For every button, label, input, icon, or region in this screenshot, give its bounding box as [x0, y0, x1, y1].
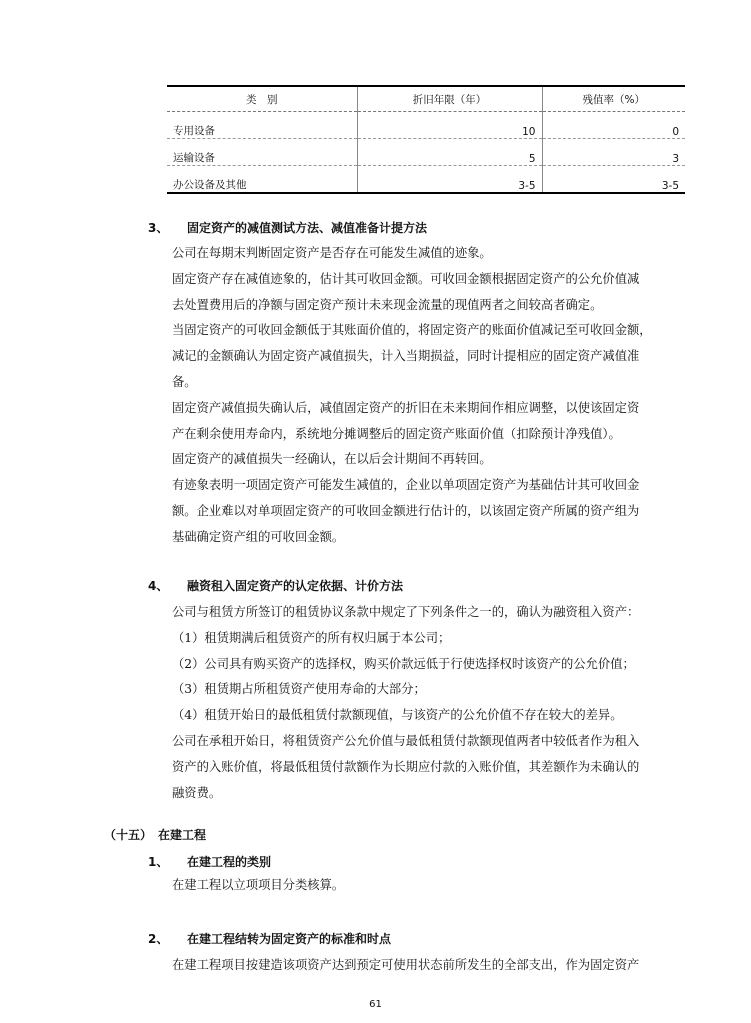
cell-category: 办公设备及其他	[167, 166, 357, 194]
paragraph-line: （4）租赁开始日的最低租赁付款额现值，与该资产的公允价值不存在较大的差异。	[172, 708, 623, 723]
table-row	[167, 166, 685, 194]
cell-residual: 0	[542, 112, 685, 139]
subsection-1-title: 在建工程的类别	[187, 855, 272, 869]
subsection-2-number: 2、	[148, 932, 169, 946]
paragraph-line: 固定资产存在减值迹象的，估计其可收回金额。可收回金额根据固定资产的公允价值减	[172, 271, 640, 286]
section-4-number: 4、	[148, 579, 169, 593]
header-category: 类 别	[167, 86, 357, 112]
page-number: 61	[369, 999, 382, 1010]
cell-years: 5	[357, 139, 542, 166]
subsection-2-title: 在建工程结转为固定资产的标准和时点	[187, 932, 392, 946]
cell-category: 专用设备	[167, 112, 357, 139]
paragraph-line: 基础确定资产组的可收回金额。	[172, 529, 345, 544]
paragraph-line: 有迹象表明一项固定资产可能发生减值的，企业以单项固定资产为基础估计其可收回金	[172, 478, 640, 493]
section-3-body	[172, 241, 652, 551]
table-row	[167, 112, 685, 139]
paragraph-line: 公司与租赁方所签订的租赁协议条款中规定了下列条件之一的，确认为融资租入资产：	[172, 605, 640, 619]
section-3-number: 3、	[148, 221, 169, 235]
subsection-2-body	[172, 953, 639, 979]
paragraph-line: （1）租赁期满后租赁资产的所有权归属于本公司；	[172, 630, 451, 645]
section-15-title: 在建工程	[158, 828, 207, 842]
paragraph-line: 备。	[172, 374, 197, 389]
paragraph-line: （3）租赁期占所租赁资产使用寿命的大部分；	[172, 682, 426, 697]
header-years: 折旧年限（年）	[357, 86, 542, 112]
paragraph-line: 公司在每期末判断固定资产是否存在可能发生减值的迹象。	[172, 246, 492, 260]
paragraph-line: 产在剩余使用寿命内，系统地分摊调整后的固定资产账面价值（扣除预计净残值）。	[172, 426, 621, 441]
paragraph-line: 固定资产减值损失确认后，减值固定资产的折旧在未来期间作相应调整，以使该固定资	[172, 400, 640, 415]
section-4-title: 融资租入固定资产的认定依据、计价方法	[187, 579, 404, 593]
paragraph-line: 当固定资产的可收回金额低于其账面价值的，将固定资产的账面价值减记至可收回金额，	[172, 323, 652, 338]
cell-residual: 3	[542, 139, 685, 166]
section-3-title: 固定资产的减值测试方法、减值准备计提方法	[187, 221, 428, 235]
subsection-1-body	[172, 873, 344, 899]
paragraph-line: 在建工程项目按建造该项资产达到预定可使用状态前所发生的全部支出，作为固定资产	[172, 958, 640, 972]
section-15-number: （十五）	[104, 828, 153, 842]
paragraph-line: （2）公司具有购买资产的选择权，购买价款远低于行使选择权时该资产的公允价值；	[172, 656, 635, 671]
cell-residual: 3-5	[542, 166, 685, 194]
cell-years: 10	[357, 112, 542, 139]
paragraph-line: 资产的入账价值，将最低租赁付款额作为长期应付款的入账价值，其差额作为未确认的	[172, 759, 640, 774]
cell-years: 3-5	[357, 166, 542, 194]
subsection-1-number: 1、	[148, 855, 169, 869]
section-4-body	[172, 600, 639, 806]
cell-category: 运输设备	[167, 139, 357, 166]
paragraph-line: 额。企业难以对单项固定资产的可收回金额进行估计的，以该固定资产所属的资产组为	[172, 503, 640, 518]
paragraph-line: 在建工程以立项项目分类核算。	[172, 878, 345, 892]
paragraph-line: 固定资产的减值损失一经确认，在以后会计期间不再转回。	[172, 452, 492, 467]
depreciation-table	[167, 85, 685, 194]
table-header-row	[167, 86, 685, 112]
paragraph-line: 融资费。	[172, 785, 222, 800]
paragraph-line: 减记的金额确认为固定资产减值损失，计入当期损益，同时计提相应的固定资产减值准	[172, 349, 640, 364]
table-row	[167, 139, 685, 166]
header-residual: 残值率（%）	[542, 86, 685, 112]
paragraph-line: 去处置费用后的净额与固定资产预计未来现金流量的现值两者之间较高者确定。	[172, 297, 603, 312]
paragraph-line: 公司在承租开始日，将租赁资产公允价值与最低租赁付款额现值两者中较低者作为租入	[172, 733, 640, 748]
